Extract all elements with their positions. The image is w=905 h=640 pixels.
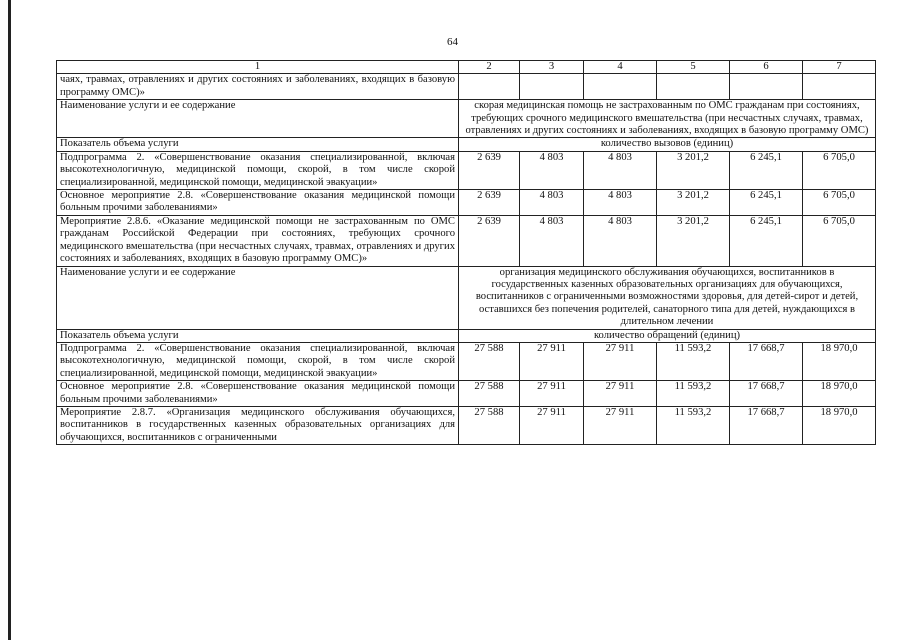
value-cell: 3 201,2	[657, 151, 730, 189]
value-cell: 4 803	[584, 215, 657, 266]
merged-value-cell: скорая медицинская помощь не застрахованным по ОМС гражданам при состояниях, требующих срочного медицинского вмешательства (при несчастных случаях, травмах, отравлениях и других состояниях и заболеваниях, входящих в базовую программу ОМС)	[459, 100, 876, 138]
empty-cell	[584, 74, 657, 100]
targets-table	[56, 60, 876, 445]
row-name-cell: Мероприятие 2.8.6. «Оказание медицинской помощи не застрахованным по ОМС гражданам Российской Федерации при состояниях, требующих срочного медицинского вмешательства (при несчастных случаях, травмах, отравлениях и других состояниях и заболеваниях, входящих в базовую программу ОМС)»	[57, 215, 459, 266]
value-cell: 27 911	[520, 342, 584, 380]
value-cell: 18 970,0	[803, 381, 876, 407]
merged-value-cell: количество обращений (единиц)	[459, 329, 876, 342]
row-name-cell: чаях, травмах, отравлениях и других состояниях и заболеваниях, входящих в базовую программу ОМС)»	[57, 74, 459, 100]
value-cell: 17 668,7	[730, 342, 803, 380]
value-cell: 27 911	[584, 406, 657, 444]
empty-cell	[803, 74, 876, 100]
value-cell: 11 593,2	[657, 406, 730, 444]
value-cell: 6 705,0	[803, 215, 876, 266]
value-cell: 6 245,1	[730, 190, 803, 216]
value-cell: 4 803	[520, 190, 584, 216]
column-number: 3	[520, 61, 584, 74]
column-number: 7	[803, 61, 876, 74]
value-cell: 2 639	[459, 151, 520, 189]
row-name-cell: Подпрограмма 2. «Совершенствование оказания специализированной, включая высокотехнологичную, медицинской помощи, скорой, в том числе скорой специализированной, медицинской помощи, медицинской эвакуации»	[57, 342, 459, 380]
value-cell: 27 588	[459, 342, 520, 380]
table-row	[57, 190, 876, 216]
row-name-cell: Наименование услуги и ее содержание	[57, 100, 459, 138]
value-cell: 27 588	[459, 406, 520, 444]
empty-cell	[459, 74, 520, 100]
table-row	[57, 266, 876, 329]
value-cell: 27 911	[584, 381, 657, 407]
table-row	[57, 151, 876, 189]
value-cell: 6 245,1	[730, 151, 803, 189]
value-cell: 3 201,2	[657, 215, 730, 266]
value-cell: 6 245,1	[730, 215, 803, 266]
column-number: 6	[730, 61, 803, 74]
row-name-cell: Мероприятие 2.8.7. «Организация медицинского обслуживания обучающихся, воспитанников в государственных казенных образовательных организациях для обучающихся, воспитанников с ограниченными	[57, 406, 459, 444]
row-name-cell: Основное мероприятие 2.8. «Совершенствование оказания медицинской помощи больным прочими заболеваниями»	[57, 381, 459, 407]
value-cell: 27 911	[520, 381, 584, 407]
empty-cell	[657, 74, 730, 100]
value-cell: 4 803	[520, 151, 584, 189]
value-cell: 11 593,2	[657, 381, 730, 407]
row-name-cell: Основное мероприятие 2.8. «Совершенствование оказания медицинской помощи больным прочими заболеваниями»	[57, 190, 459, 216]
table-row	[57, 215, 876, 266]
empty-cell	[730, 74, 803, 100]
value-cell: 2 639	[459, 190, 520, 216]
column-number: 5	[657, 61, 730, 74]
column-number-row	[57, 61, 876, 74]
row-name-cell: Подпрограмма 2. «Совершенствование оказания специализированной, включая высокотехнологичную, медицинской помощи, скорой, в том числе скорой специализированной, медицинской помощи, медицинской эвакуации»	[57, 151, 459, 189]
table-row	[57, 406, 876, 444]
value-cell: 17 668,7	[730, 406, 803, 444]
value-cell: 4 803	[584, 151, 657, 189]
column-number: 4	[584, 61, 657, 74]
table-row	[57, 74, 876, 100]
value-cell: 18 970,0	[803, 406, 876, 444]
value-cell: 3 201,2	[657, 190, 730, 216]
value-cell: 4 803	[584, 190, 657, 216]
table-row	[57, 138, 876, 151]
value-cell: 27 911	[520, 406, 584, 444]
merged-value-cell: организация медицинского обслуживания обучающихся, воспитанников в государственных казенных образовательных организациях для обучающихся, воспитанников с ограниченными возможностями здоровья, для детей-сирот и детей, оставшихся без попечения родителей, санаторного типа для детей, нуждающихся в длительном лечении	[459, 266, 876, 329]
value-cell: 6 705,0	[803, 151, 876, 189]
value-cell: 11 593,2	[657, 342, 730, 380]
scan-edge-line	[8, 0, 11, 640]
empty-cell	[520, 74, 584, 100]
value-cell: 18 970,0	[803, 342, 876, 380]
table-row	[57, 100, 876, 138]
value-cell: 4 803	[520, 215, 584, 266]
row-name-cell: Показатель объема услуги	[57, 138, 459, 151]
value-cell: 27 911	[584, 342, 657, 380]
table-row	[57, 329, 876, 342]
page-number: 64	[447, 36, 458, 48]
table-row	[57, 381, 876, 407]
value-cell: 6 705,0	[803, 190, 876, 216]
row-name-cell: Наименование услуги и ее содержание	[57, 266, 459, 329]
value-cell: 27 588	[459, 381, 520, 407]
column-number: 2	[459, 61, 520, 74]
table-row	[57, 342, 876, 380]
column-number: 1	[57, 61, 459, 74]
merged-value-cell: количество вызовов (единиц)	[459, 138, 876, 151]
value-cell: 17 668,7	[730, 381, 803, 407]
row-name-cell: Показатель объема услуги	[57, 329, 459, 342]
value-cell: 2 639	[459, 215, 520, 266]
